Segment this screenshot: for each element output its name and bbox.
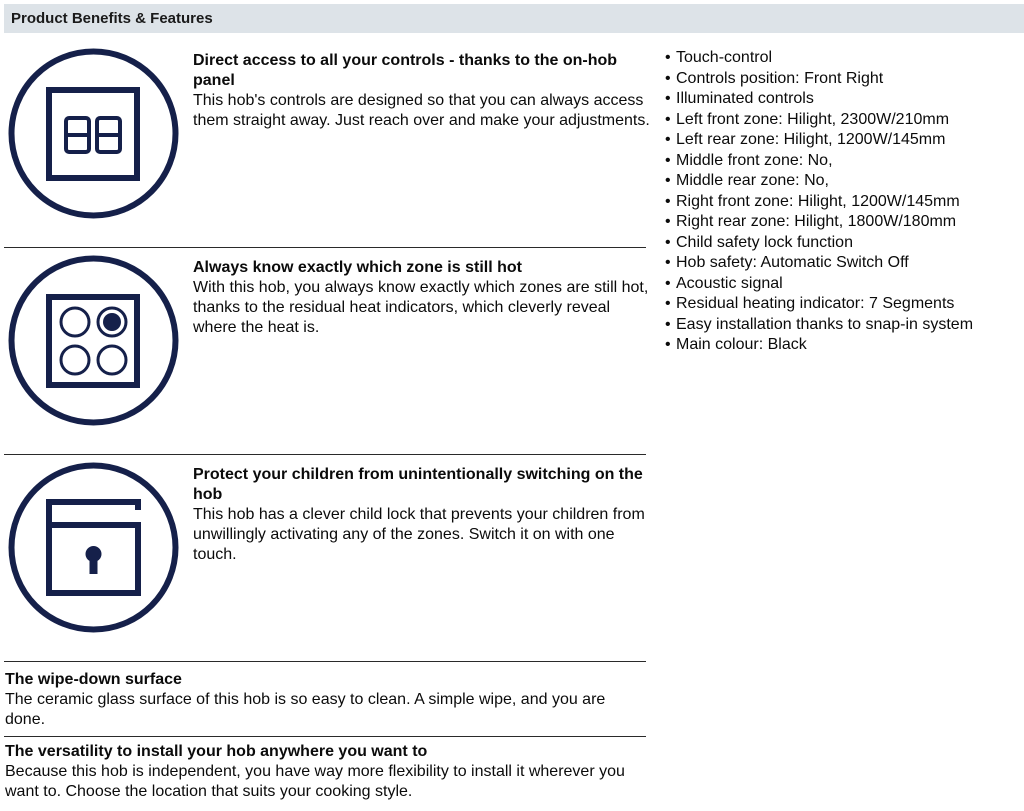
feature-item: • Right front zone: Hilight, 1200W/145mm	[665, 192, 973, 213]
benefit-title: Always know exactly which zone is still hot	[193, 259, 522, 276]
benefit-item	[5, 742, 645, 802]
benefit-item	[193, 51, 653, 131]
benefit-title: The wipe-down surface	[5, 671, 182, 688]
feature-item: • Middle rear zone: No,	[665, 171, 973, 192]
benefit-title: Direct access to all your controls - thanks to the on-hob panel	[193, 52, 618, 89]
section-header	[4, 4, 1024, 33]
feature-item: • Hob safety: Automatic Switch Off	[665, 253, 973, 274]
benefit-item	[193, 258, 653, 338]
digital-display-icon	[5, 45, 182, 222]
benefit-description: This hob has a clever child lock that prevents your children from unwillingly activating any of the zones. Switch it on with one touch.	[193, 506, 645, 563]
benefit-title: Protect your children from unintentionally switching on the hob	[193, 466, 643, 503]
divider	[4, 661, 646, 662]
benefit-item	[193, 465, 653, 565]
child-lock-icon	[5, 459, 182, 636]
benefit-description: The ceramic glass surface of this hob is so easy to clean. A simple wipe, and you are done.	[5, 691, 606, 728]
divider	[4, 736, 646, 737]
divider	[4, 247, 646, 248]
benefit-description: With this hob, you always know exactly which zones are still hot, thanks to the residual heat indicators, which cleverly reveal where the heat is.	[193, 279, 649, 336]
benefit-description: Because this hob is independent, you have way more flexibility to install it wherever you want to. Choose the location that suits your cooking style.	[5, 763, 625, 800]
feature-item: • Main colour: Black	[665, 335, 973, 356]
feature-item: • Controls position: Front Right	[665, 69, 973, 90]
feature-item: • Residual heating indicator: 7 Segments	[665, 294, 973, 315]
feature-item: • Illuminated controls	[665, 89, 973, 110]
divider	[4, 454, 646, 455]
feature-item: • Child safety lock function	[665, 233, 973, 254]
benefit-title: The versatility to install your hob anywhere you want to	[5, 743, 428, 760]
feature-item: • Left rear zone: Hilight, 1200W/145mm	[665, 130, 973, 151]
feature-item: • Middle front zone: No,	[665, 151, 973, 172]
feature-item: • Left front zone: Hilight, 2300W/210mm	[665, 110, 973, 131]
section-title: Product Benefits & Features	[11, 10, 213, 27]
cooking-zones-icon	[5, 252, 182, 429]
feature-item: • Touch-control	[665, 48, 973, 69]
benefit-description: This hob's controls are designed so that you can always access them straight away. Just reach over and make your adjustments.	[193, 92, 650, 129]
feature-item: • Right rear zone: Hilight, 1800W/180mm	[665, 212, 973, 233]
feature-item: • Easy installation thanks to snap-in system	[665, 315, 973, 336]
feature-item: • Acoustic signal	[665, 274, 973, 295]
benefit-item	[5, 670, 645, 730]
feature-list	[665, 48, 973, 356]
